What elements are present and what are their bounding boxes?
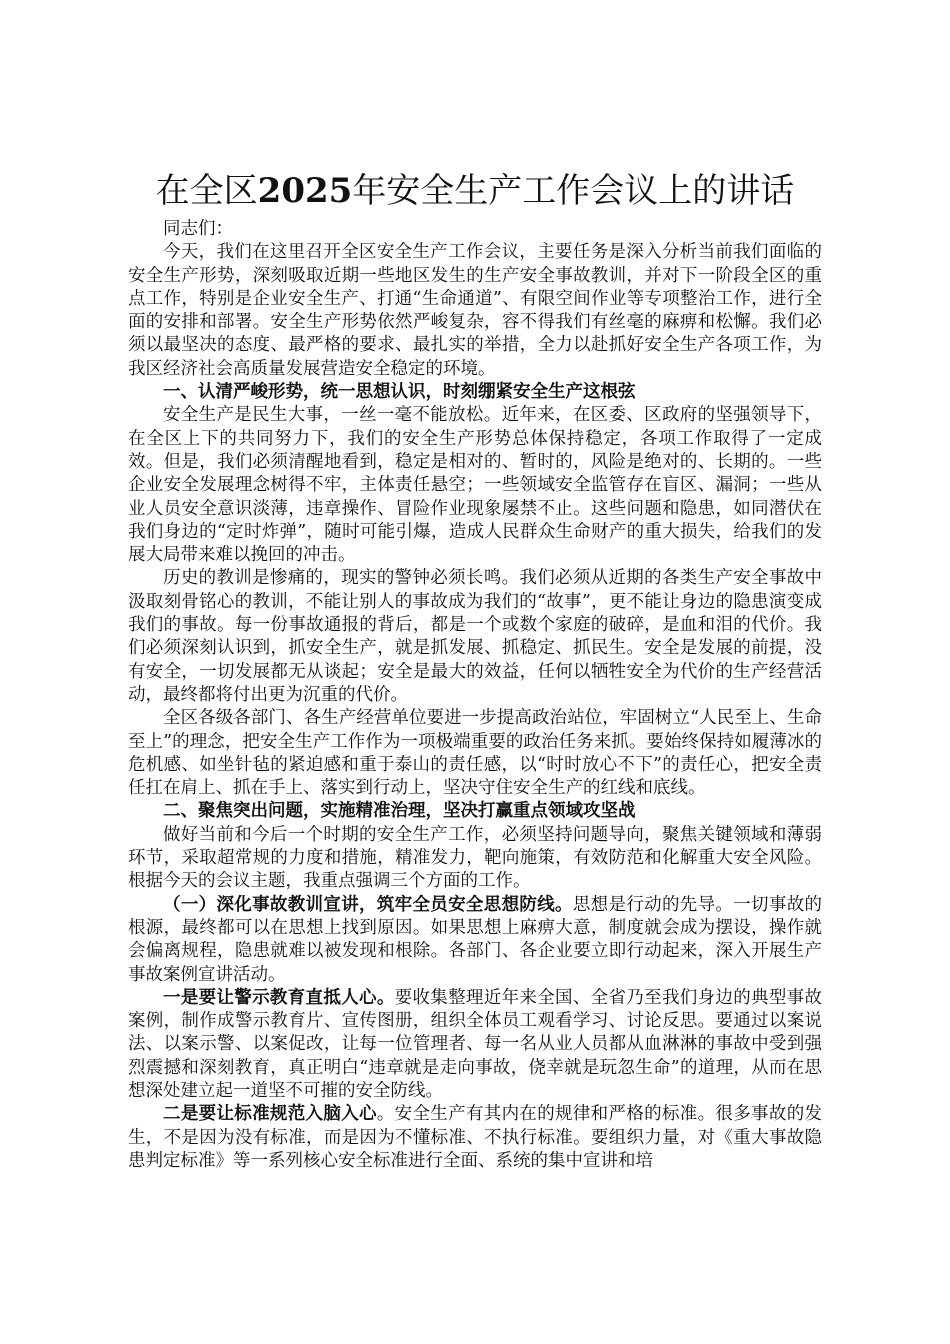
section-2-paragraph-1: 做好当前和今后一个时期的安全生产工作，必须坚持问题导向，聚焦关键领域和薄弱环节，采取超常规的力度和措施，精准发力，靶向施策，有效防范和化解重大安全风险。根据今天的会议主题，我重点强调三个方面的工作。 (128, 824, 822, 892)
section-2-item-1 (128, 894, 822, 987)
section-1-heading: 一、认清严峻形势，统一思想认识，时刻绷紧安全生产这根弦 (163, 382, 636, 403)
document-page (128, 168, 822, 1173)
section-1-paragraph-3: 全区各级各部门、各生产经营单位要进一步提高政治站位，牢固树立“人民至上、生命至上”的理念，把安全生产工作作为一项极端重要的政治任务来抓。要始终保持如履薄冰的危机感、如坐针毡的紧迫感和重于泰山的责任感，以“时时放心不下”的责任心，把安全责任扛在肩上、抓在手上、落实到行动上，坚决守住安全生产的红线和底线。 (128, 708, 822, 799)
salutation: 同志们： (163, 219, 233, 239)
item-1-lead: （一）深化事故教训宣讲，筑牢全员安全思想防线。 (163, 894, 573, 915)
title-year: 2025 (257, 171, 353, 211)
point-2-lead: 二是要让标准规范入脑入心 (163, 1104, 377, 1125)
point-1-text: 要收集整理近年来全国、全省乃至我们身边的典型事故案例，制作成警示教育片、宣传图册，组织全体员工观看学习、讨论反思。要通过以案说法、以案示警、以案促改，让每一位管理者、每一名从业人员都从血淋淋的事故中受到强烈震撼和深刻教育，真正明白“违章就是走向事故，侥幸就是玩忽生命”的道理，从而在思想深处建立起一道坚不可摧的安全防线。 (128, 987, 823, 1101)
document-title (128, 168, 822, 214)
section-1-paragraph-1: 安全生产是民生大事，一丝一毫不能放松。近年来，在区委、区政府的坚强领导下，在全区上下的共同努力下，我们的安全生产形势总体保持稳定，各项工作取得了一定成效。但是，我们必须清醒地看到，稳定是相对的、暂时的，风险是绝对的、长期的。一些企业安全发展理念树得不牢，主体责任悬空；一些领域安全监管存在盲区、漏洞；一些从业人员安全意识淡薄，违章操作、冒险作业现象屡禁不止。这些问题和隐患，如同潜伏在我们身边的“定时炸弹”，随时可能引爆，造成人民群众生命财产的重大损失，给我们的发展大局带来难以挽回的冲击。 (128, 405, 822, 566)
title-prefix: 在全区 (155, 171, 258, 211)
section-1-paragraph-2: 历史的教训是惨痛的，现实的警钟必须长鸣。我们必须从近期的各类生产安全事故中汲取刻骨铭心的教训，不能让别人的事故成为我们的“故事”，更不能让身边的隐患演变成我们的事故。每一份事故通报的背后，都是一个或数个家庭的破碎，是血和泪的代价。我们必须深刻认识到，抓安全生产，就是抓发展、抓稳定、抓民生。安全是发展的前提，没有安全，一切发展都无从谈起；安全是最大的效益，任何以牺牲安全为代价的生产经营活动，最终都将付出更为沉重的代价。 (128, 568, 822, 705)
point-2-text: 。安全生产有其内在的规律和严格的标准。很多事故的发生，不是因为没有标准，而是因为不懂标准、不执行标准。要组织力量，对《重大事故隐患判定标准》等一系列核心安全标准进行全面、系统的集中宣讲和培 (128, 1104, 823, 1171)
point-1-lead: 一是要让警示教育直抵人心。 (163, 987, 395, 1008)
section-2-point-2 (128, 1103, 822, 1173)
intro-paragraph: 今天，我们在这里召开全区安全生产工作会议，主要任务是深入分析当前我们面临的安全生产形势，深刻吸取近期一些地区发生的生产安全事故教训，并对下一阶段全区的重点工作，特别是企业安全生产、打通“生命通道”、有限空间作业等专项整治工作，进行全面的安排和部署。安全生产形势依然严峻复杂，容不得我们有丝毫的麻痹和松懈。我们必须以最坚决的态度、最严格的要求、最扎实的举措，全力以赴抓好安全生产各项工作，为我区经济社会高质量发展营造安全稳定的环境。 (128, 242, 822, 379)
title-suffix: 年安全生产工作会议上的讲话 (352, 171, 795, 211)
section-2-point-1 (128, 987, 822, 1103)
section-2-heading: 二、聚焦突出问题，实施精准治理，坚决打赢重点领域攻坚战 (163, 801, 636, 822)
item-1-text: 思想是行动的先导。一切事故的根源，最终都可以在思想上找到原因。如果思想上麻痹大意，制度就会成为摆设，操作就会偏离规程，隐患就难以被发现和根除。各部门、各企业要立即行动起来，深入开展生产事故案例宣讲活动。 (128, 894, 823, 985)
